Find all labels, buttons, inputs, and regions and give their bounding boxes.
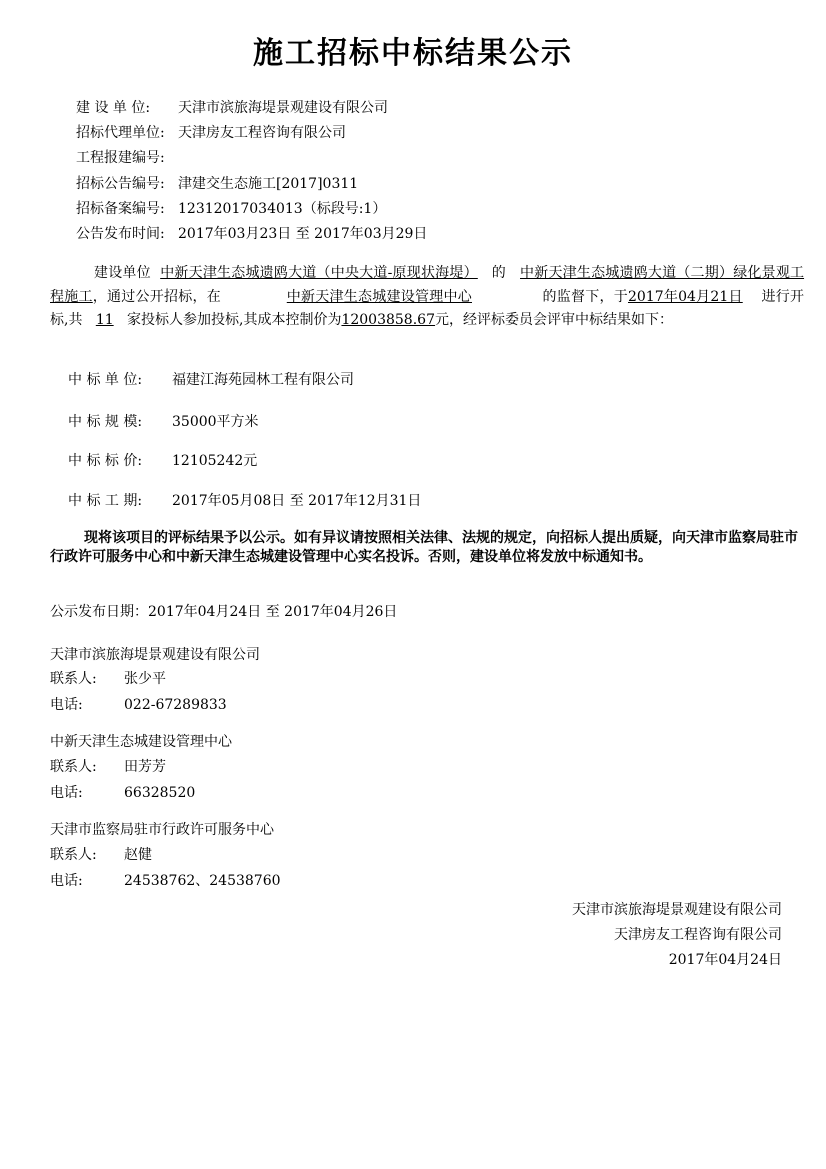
paragraph-text: 进行开标,共 — [50, 288, 805, 328]
paragraph-text: 的监督下，于 — [542, 288, 628, 305]
contact-phone-row — [50, 694, 227, 714]
info-row-agent — [76, 121, 427, 146]
project-name: 中新天津生态城遗鸥大道（二期）绿化景观工程施工 — [50, 265, 805, 305]
contact-phone: 66328520 — [124, 785, 196, 801]
paragraph-text: 的 — [491, 265, 507, 281]
award-winner — [68, 369, 354, 389]
project-info — [76, 96, 427, 247]
award-label: 中 标 标 价: — [68, 453, 143, 469]
contact-label: 电话: — [50, 785, 83, 801]
contact-person-row — [50, 756, 166, 776]
contact-person: 赵健 — [124, 847, 152, 863]
award-value: 2017年05月08日 至 2017年12月31日 — [172, 493, 422, 509]
objection-notice — [50, 529, 800, 566]
award-value: 12105242元 — [172, 453, 258, 469]
award-value: 福建江海苑园林工程有限公司 — [172, 372, 354, 388]
contact-label: 联系人: — [50, 671, 97, 687]
contact-phone-row — [50, 782, 195, 802]
info-label: 工程报建编号: — [76, 150, 165, 167]
info-row-registration — [76, 146, 427, 171]
contact-label: 联系人: — [50, 759, 97, 775]
contact-person: 张少平 — [124, 671, 166, 687]
paragraph-text: ，通过公开招标，在 — [92, 288, 221, 305]
contact-phone-row — [50, 870, 281, 890]
paragraph-text: 建设单位 — [94, 265, 151, 281]
contact-person-row — [50, 844, 152, 864]
info-row-filing-no — [76, 197, 427, 222]
page-title: 施工招标中标结果公示 — [253, 36, 573, 71]
award-price — [68, 450, 257, 470]
notice-text: 现将该项目的评标结果予以公示。如有异议请按照相关法律、法规的规定，向招标人提出质疑，向天津市监察局驻市行政许可服务中心和中新天津生态城建设管理中心实名投诉。否则，建设单位将发放中标通知书。 — [50, 530, 798, 565]
owner-name: 中新天津生态城遗鸥大道（中央大道-原现状海堤） — [160, 265, 478, 281]
contact-org: 天津市滨旅海堤景观建设有限公司 — [50, 647, 260, 663]
info-label: 招标代理单位: — [76, 125, 165, 142]
award-value: 35000平方米 — [172, 414, 259, 430]
paragraph-text: 家投标人参加投标,其成本控制价为 — [127, 312, 342, 328]
info-value: 2017年03月23日 至 2017年03月29日 — [178, 225, 428, 242]
info-value: 天津市滨旅海堤景观建设有限公司 — [178, 100, 388, 116]
opening-date: 2017年04月21日 — [627, 288, 743, 305]
contact-person-row — [50, 668, 166, 688]
contact-org: 天津市监察局驻市行政许可服务中心 — [50, 822, 274, 838]
contact-phone: 24538762、24538760 — [124, 873, 281, 889]
info-value: 津建交生态施工[2017]0311 — [178, 175, 359, 192]
signature-owner: 天津市滨旅海堤景观建设有限公司 — [572, 902, 782, 918]
award-label: 中 标 工 期: — [68, 493, 143, 509]
contact-person: 田芳芳 — [124, 759, 166, 775]
bidder-count: 11 — [95, 312, 114, 328]
info-row-publish-time — [76, 222, 427, 247]
info-label: 公告发布时间: — [76, 225, 165, 242]
info-value: 12312017034013（标段号:1） — [178, 200, 387, 217]
info-row-announcement-no — [76, 172, 427, 197]
info-label: 建 设 单 位: — [76, 100, 151, 116]
contact-label: 电话: — [50, 873, 83, 889]
signature-date: 2017年04月24日 — [668, 952, 782, 968]
signature-agent: 天津房友工程咨询有限公司 — [614, 927, 782, 943]
contact-label: 联系人: — [50, 847, 97, 863]
contact-org: 中新天津生态城建设管理中心 — [50, 734, 232, 750]
control-price: 12003858.67 — [341, 312, 435, 328]
info-label: 招标公告编号: — [76, 175, 165, 192]
info-label: 招标备案编号: — [76, 200, 165, 217]
award-label: 中 标 单 位: — [68, 372, 143, 388]
contact-label: 电话: — [50, 697, 83, 713]
paragraph-text: 元，经评标委员会评审中标结果如下： — [434, 312, 673, 328]
contact-phone: 022-67289833 — [124, 697, 227, 713]
supervisor-name: 中新天津生态城建设管理中心 — [286, 288, 472, 305]
award-scale — [68, 411, 259, 431]
publish-period: 公示发布日期：2017年04月24日 至 2017年04月26日 — [50, 604, 398, 620]
award-label: 中 标 规 模: — [68, 414, 143, 430]
info-value: 天津房友工程咨询有限公司 — [178, 125, 346, 142]
bid-paragraph — [50, 262, 804, 333]
award-period — [68, 490, 421, 510]
info-row-owner — [76, 96, 427, 121]
